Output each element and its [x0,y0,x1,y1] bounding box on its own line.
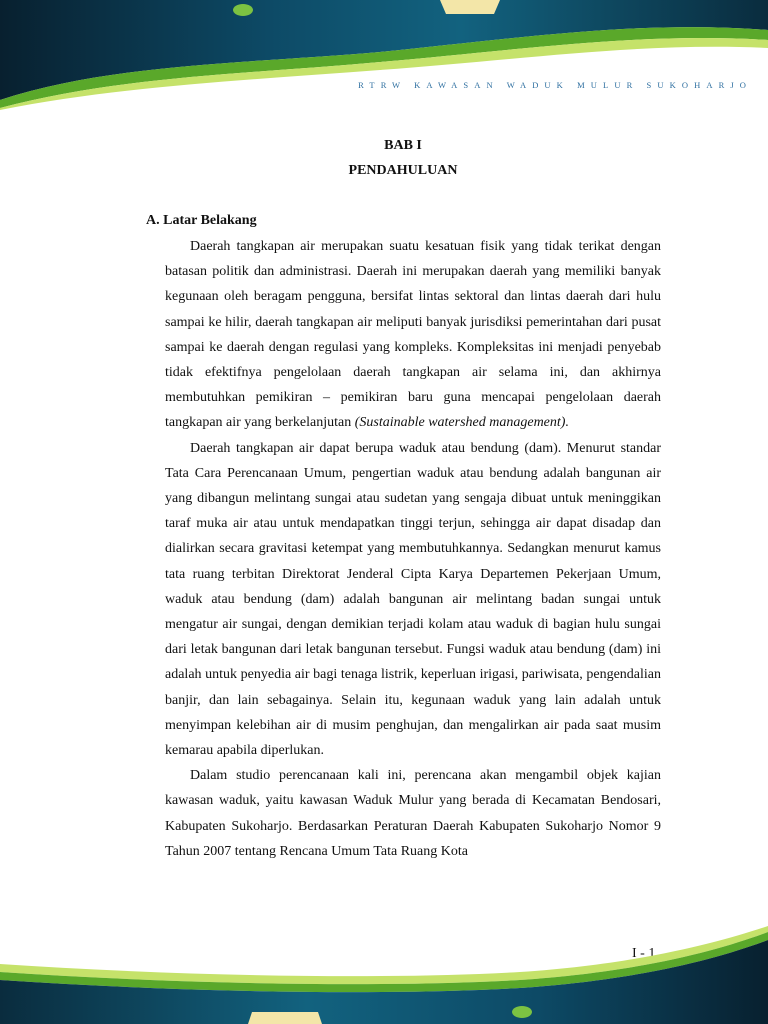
top-decorative-banner [0,0,768,110]
running-header-title: RTRW KAWASAN WADUK MULUR SUKOHARJO [358,80,752,90]
paragraph-1-text: Daerah tangkapan air merupakan suatu kesatuan fisik yang tidak terikat dengan batasan politik dan administrasi. Daerah ini merupakan daerah yang memiliki banyak kegunaan oleh beragam pengguna, bersifat lintas sektoral dan lintas daerah dari hulu sampai ke hilir, daerah tangkapan air meliputi banyak jurisdiksi pemerintahan dari pusat sampai ke daerah dengan regulasi yang kompleks. Kompleksitas ini menjadi penyebab tidak efektifnya pengelolaan daerah tangkapan air selama ini, dan akhirnya membutuhkan pemikiran – pemikiran baru guna mencapai pengelolaan daerah tangkapan air yang berkelanjutan [165,239,661,431]
paragraph-3: Dalam studio perencanaan kali ini, perencana akan mengambil objek kajian kawasan waduk, yaitu kawasan Waduk Mulur yang berada di Kecamatan Bendosari, Kabupaten Sukoharjo. Berdasarkan Peraturan Daerah Kabupaten Sukoharjo Nomor 9 Tahun 2007 tentang Rencana Umum Tata Ruang Kota [165,768,661,859]
chapter-title: PENDAHULUAN [348,163,458,178]
bottom-decorative-banner [0,912,768,1024]
paragraph-2: Daerah tangkapan air dapat berupa waduk atau bendung (dam). Menurut standar Tata Cara Perencanaan Umum, pengertian waduk atau bendung adalah bangunan air yang dibangun melintang sungai atau sudetan yang sengaja dibuat untuk meninggikan taraf muka air atau untuk mendapatkan tinggi terjun, sehingga air dapat disadap dan dialirkan secara gravitasi ketempat yang membutuhkannya. Sedangkan menurut kamus tata ruang terbitan Direktorat Jenderal Cipta Karya Departemen Pekerjaan Umum, waduk atau bendung (dam) adalah bangunan air melintang badan sungai untuk mengatur air sungai, dengan demikian terjadi kolam atau waduk di bagian hulu sungai dari letak bangunan dari letak bangunan tersebut. Fungsi waduk atau bendung (dam) ini adalah untuk penyedia air bagi tenaga listrik, keperluan irigasi, pariwisata, pengendalian banjir, dan lain sebagainya. Selain itu, kegunaan waduk yang lain adalah untuk menyimpan kelebihan air di musim penghujan, dan mengalirkan air pada saat musim kemarau apabila diperlukan. [165,440,661,759]
page-number: I - 1 [632,946,656,961]
chapter-number: BAB I [384,138,422,153]
body-text [165,234,661,864]
paragraph-1-italic: (Sustainable watershed management). [354,415,569,431]
paragraph-1 [165,234,661,436]
section-heading: A. Latar Belakang [146,213,257,228]
